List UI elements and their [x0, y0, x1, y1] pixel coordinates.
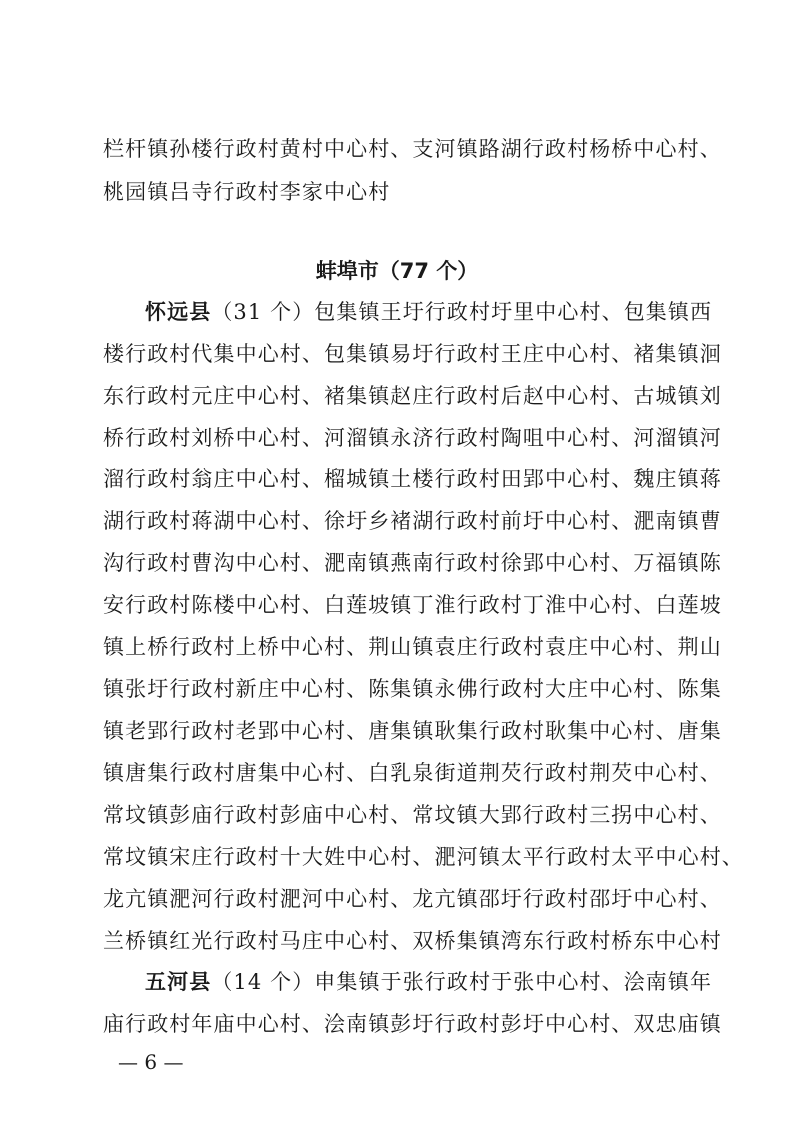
- text-line: （14 个）申集镇于张行政村于张中心村、浍南镇年: [211, 970, 713, 994]
- text-line: 楼行政村代集中心村、包集镇易圩行政村王庄中心村、褚集镇洄: [103, 342, 722, 366]
- text-line: 庙行政村年庙中心村、浍南镇彭圩行政村彭圩中心村、双忠庙镇: [103, 1012, 722, 1036]
- text-line: 安行政村陈楼中心村、白莲坡镇丁淮行政村丁淮中心村、白莲坡: [103, 593, 722, 617]
- text-line: 常坟镇宋庄行政村十大姓中心村、淝河镇太平行政村太平中心村、: [103, 845, 744, 869]
- text-line: （31 个）包集镇王圩行政村圩里中心村、包集镇西: [211, 300, 713, 324]
- text-line: 沟行政村曹沟中心村、淝南镇燕南行政村徐郢中心村、万福镇陈: [103, 551, 722, 575]
- text-line: 东行政村元庄中心村、褚集镇赵庄行政村后赵中心村、古城镇刘: [103, 384, 722, 408]
- text-line: 桃园镇吕寺行政村李家中心村: [103, 180, 391, 204]
- text-line: 兰桥镇红光行政村马庄中心村、双桥集镇湾东行政村桥东中心村: [103, 929, 722, 953]
- text-line: 镇唐集行政村唐集中心村、白乳泉街道荆芡行政村荆芡中心村、: [103, 761, 722, 785]
- text-line: 镇老郢行政村老郢中心村、唐集镇耿集行政村耿集中心村、唐集: [103, 719, 722, 743]
- county-paragraph-start: [145, 300, 712, 324]
- text-line: 龙亢镇淝河行政村淝河中心村、龙亢镇邵圩行政村邵圩中心村、: [103, 887, 722, 911]
- county-name: 怀远县: [145, 300, 212, 324]
- text-line: 桥行政村刘桥中心村、河溜镇永济行政村陶咀中心村、河溜镇河: [103, 426, 722, 450]
- text-line: 镇张圩行政村新庄中心村、陈集镇永佛行政村大庄中心村、陈集: [103, 677, 722, 701]
- text-line: 栏杆镇孙楼行政村黄村中心村、支河镇路湖行政村杨桥中心村、: [103, 137, 722, 161]
- text-line: 湖行政村蒋湖中心村、徐圩乡褚湖行政村前圩中心村、淝南镇曹: [103, 509, 722, 533]
- text-line: 溜行政村翁庄中心村、榴城镇土楼行政村田郢中心村、魏庄镇蒋: [103, 467, 722, 491]
- page-number: — 6 —: [118, 1050, 184, 1074]
- county-name: 五河县: [145, 970, 212, 994]
- city-heading: 蚌埠市（77 个）: [315, 259, 479, 283]
- text-line: 镇上桥行政村上桥中心村、荆山镇袁庄行政村袁庄中心村、荆山: [103, 635, 722, 659]
- text-line: 常坟镇彭庙行政村彭庙中心村、常坟镇大郢行政村三拐中心村、: [103, 803, 722, 827]
- county-paragraph-start: [145, 970, 712, 994]
